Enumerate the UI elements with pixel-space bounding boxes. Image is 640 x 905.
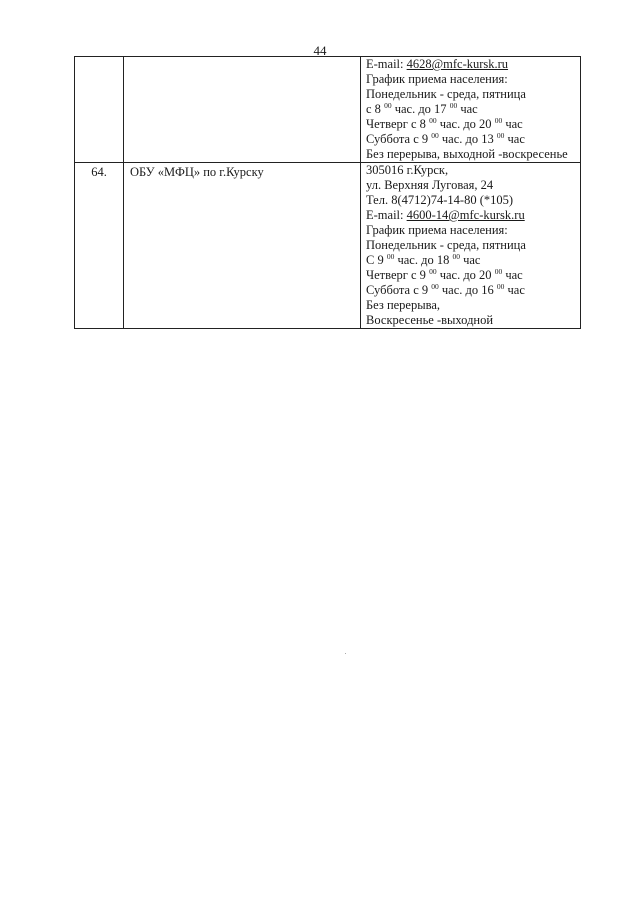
schedule-saturday-hours: Суббота с 9 $^{00}$ час. до 16 $^{00}$ час xyxy=(366,283,525,297)
scan-speck xyxy=(345,653,346,654)
table-row xyxy=(75,163,581,329)
schedule-thursday-hours: Четверг с 8 $^{00}$ час. до 20 $^{00}$ час xyxy=(366,117,523,131)
mfc-offices-table xyxy=(74,56,581,329)
schedule-thursday-hours: Четверг с 9 $^{00}$ час. до 20 $^{00}$ час xyxy=(366,268,523,282)
schedule-title: График приема населения: xyxy=(366,72,508,86)
schedule-closing-day-off: Воскресенье -выходной xyxy=(366,313,494,327)
schedule-days: Понедельник - среда, пятница xyxy=(366,238,526,252)
email-prefix: E-mail: xyxy=(366,208,407,222)
schedule-days: Понедельник - среда, пятница xyxy=(366,87,526,101)
schedule-title: График приема населения: xyxy=(366,223,508,237)
address-index: 305016 г.Курск, xyxy=(366,163,449,177)
schedule-closing-break: Без перерыва, xyxy=(366,298,441,312)
email-link[interactable]: 4628@mfc-kursk.ru xyxy=(406,57,509,71)
row-number-cell xyxy=(75,57,124,163)
street-address: ул. Верхняя Луговая, 24 xyxy=(366,178,494,192)
row-number-cell: 64. xyxy=(75,163,124,329)
schedule-saturday-hours: Суббота с 9 $^{00}$ час. до 13 $^{00}$ час xyxy=(366,132,525,146)
schedule-closing: Без перерыва, выходной -воскресенье xyxy=(366,147,568,161)
organization-cell: ОБУ «МФЦ» по г.Курску xyxy=(124,163,361,329)
organization-cell xyxy=(124,57,361,163)
page-number: 44 xyxy=(313,43,327,58)
email-line xyxy=(366,57,580,72)
schedule-weekday-hours: С 9 $^{00}$ час. до 18 $^{00}$ час xyxy=(366,253,481,267)
phone-line: Тел. 8(4712)74-14-80 (*105) xyxy=(366,193,514,207)
email-prefix: E-mail: xyxy=(366,57,407,71)
table-row xyxy=(75,57,581,163)
contact-info-cell xyxy=(361,163,581,329)
schedule-weekday-hours: с 8 $^{00}$ час. до 17 $^{00}$ час xyxy=(366,102,478,116)
email-link[interactable]: 4600-14@mfc-kursk.ru xyxy=(406,208,525,222)
contact-info-cell xyxy=(361,57,581,163)
email-line xyxy=(366,208,580,223)
